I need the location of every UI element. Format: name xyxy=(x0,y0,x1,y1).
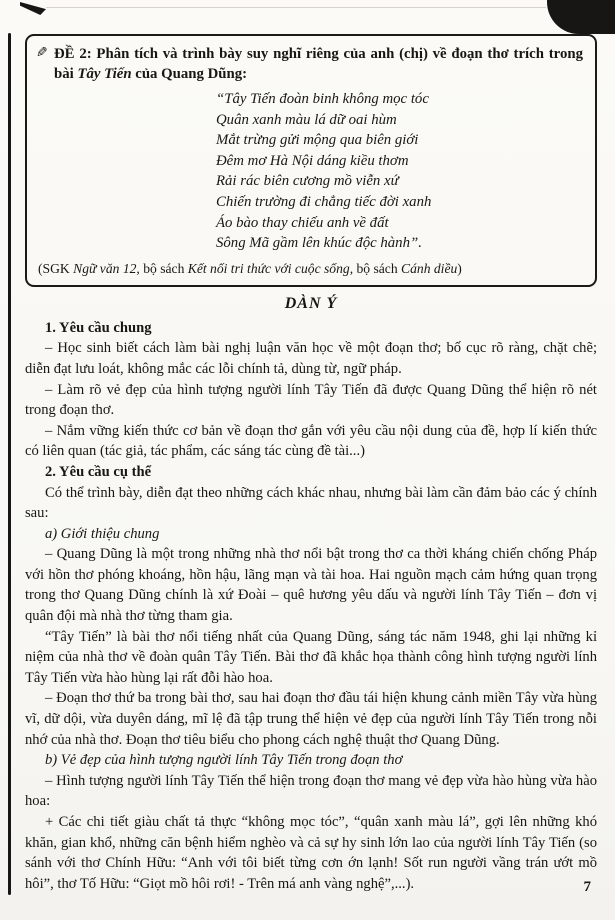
scan-artifact-top-left xyxy=(20,2,46,15)
source-text: , bộ sách xyxy=(349,260,402,276)
source-book-title: Ngữ văn 12 xyxy=(73,260,137,276)
exercise-prompt-box xyxy=(25,34,597,287)
exercise-heading xyxy=(38,44,583,84)
pen-icon: ✎ xyxy=(36,46,48,61)
source-citation xyxy=(38,260,583,278)
source-text: ) xyxy=(457,260,462,276)
poem-line: Chiến trường đi chẳng tiếc đời xanh xyxy=(216,193,432,210)
scan-artifact-top-edge xyxy=(46,7,546,8)
exercise-work-title: Tây Tiến xyxy=(77,66,132,82)
source-series-title-2: Cánh diều xyxy=(401,260,458,276)
subsection-b-heading: b) Vẻ đẹp của hình tượng người lính Tây Tiến trong đoạn thơ xyxy=(45,752,403,769)
poem-line: “Tây Tiến đoàn binh không mọc tóc xyxy=(216,91,429,107)
section1-paragraph: – Nắm vững kiến thức cơ bản về đoạn thơ gắn với yêu cầu nội dung của đề, hợp lí kiến thức có liên quan (tác giả, tác phẩm, các sáng tác cùng đề tài...) xyxy=(25,422,597,460)
scan-artifact-top-right xyxy=(547,0,615,34)
subsection-a-paragraph: – Quang Dũng là một trong những nhà thơ nổi bật trong thơ ca thời kháng chiến chống Pháp với hồn thơ phóng khoáng, hồn hậu, lãng mạn và tài hoa. Hai nguồn mạch cảm hứng quan trọng trong thơ Quang Dũng chính là xứ Đoài – quê hương yêu dấu và người lính Tây Tiến – đơn vị quân đội mà nhà thơ từng tham gia. xyxy=(25,546,597,625)
section2-intro: Có thể trình bày, diễn đạt theo những cách khác nhau, nhưng bài làm cần đảm bảo các ý chính sau: xyxy=(25,484,597,522)
subsection-a-paragraph: “Tây Tiến” là bài thơ nổi tiếng nhất của Quang Dũng, sáng tác năm 1948, ghi lại những kỉ niệm của nhà thơ về đoàn quân Tây Tiến. Bài thơ đã khắc họa thành công hình tượng người lính Tây Tiến vừa hào hùng lại rất đỗi hào hoa. xyxy=(25,628,597,686)
subsection-b-paragraph: + Các chi tiết giàu chất tả thực “không mọc tóc”, “quân xanh màu lá”, gợi lên những khó khăn, gian khổ, những căn bệnh hiểm nghèo và cả sự hy sinh lớn lao của người lính Tây Tiến (so sánh với thơ Chính Hữu: “Anh với tôi biết từng cơn ớn lạnh! Sốt run người vầng trán ướt mồ hôi”, thơ Tố Hữu: “Giọt mồ hôi rơi! - Trên má anh vàng nghệ”,...). xyxy=(25,814,597,892)
section1-paragraph: – Học sinh biết cách làm bài nghị luận văn học về một đoạn thơ; bố cục rõ ràng, chặt chẽ; diễn đạt lưu loát, không mắc các lỗi chính tả, dùng từ, ngữ pháp. xyxy=(25,340,597,377)
poem-line: Áo bào thay chiếu anh về đất xyxy=(216,214,389,231)
outline-title: DÀN Ý xyxy=(284,294,338,312)
subsection-a-paragraph: – Đoạn thơ thứ ba trong bài thơ, sau hai đoạn thơ đầu tái hiện khung cảnh miền Tây vừa hùng vĩ, dữ dội, vừa duyên dáng, mĩ lệ đã tập trung thể hiện vẻ đẹp của người lính Tây Tiến trong nỗi nhớ của nhà thơ. Đoạn thơ tiêu biểu cho phong cách nghệ thuật thơ Quang Dũng. xyxy=(25,690,597,748)
exercise-heading-pre: ĐỀ 2: Phân tích và trình bày suy nghĩ riêng của anh (chị) về đoạn thơ trích trong bài xyxy=(54,46,583,82)
poem-line: Mắt trừng gửi mộng qua biên giới xyxy=(216,132,419,149)
poem-excerpt xyxy=(216,89,583,254)
section1-heading: 1. Yêu cầu chung xyxy=(45,319,152,336)
subsection-b-paragraph: – Hình tượng người lính Tây Tiến thể hiện trong đoạn thơ mang vẻ đẹp vừa hào hùng vừa hào hoa: xyxy=(25,772,597,810)
page-content xyxy=(25,34,597,894)
section1-paragraph: – Làm rõ vẻ đẹp của hình tượng người lính Tây Tiến đã được Quang Dũng thể hiện rõ nét trong đoạn thơ. xyxy=(25,381,597,419)
source-text: (SGK xyxy=(38,260,74,276)
page-number: 7 xyxy=(583,879,591,895)
source-text: , bộ sách xyxy=(136,260,188,276)
exercise-heading-post: của Quang Dũng: xyxy=(131,66,248,82)
source-series-title: Kết nối tri thức với cuộc sống xyxy=(187,260,350,276)
poem-line: Rải rác biên cương mồ viễn xứ xyxy=(216,173,399,190)
section2-heading: 2. Yêu cầu cụ thể xyxy=(45,463,152,480)
poem-line: Đêm mơ Hà Nội dáng kiều thơm xyxy=(216,152,409,169)
scan-artifact-left-edge xyxy=(8,33,11,895)
subsection-a-heading: a) Giới thiệu chung xyxy=(45,525,160,542)
poem-line: Quân xanh màu lá dữ oai hùm xyxy=(216,111,397,128)
poem-line: Sông Mã gầm lên khúc độc hành”. xyxy=(216,235,422,252)
